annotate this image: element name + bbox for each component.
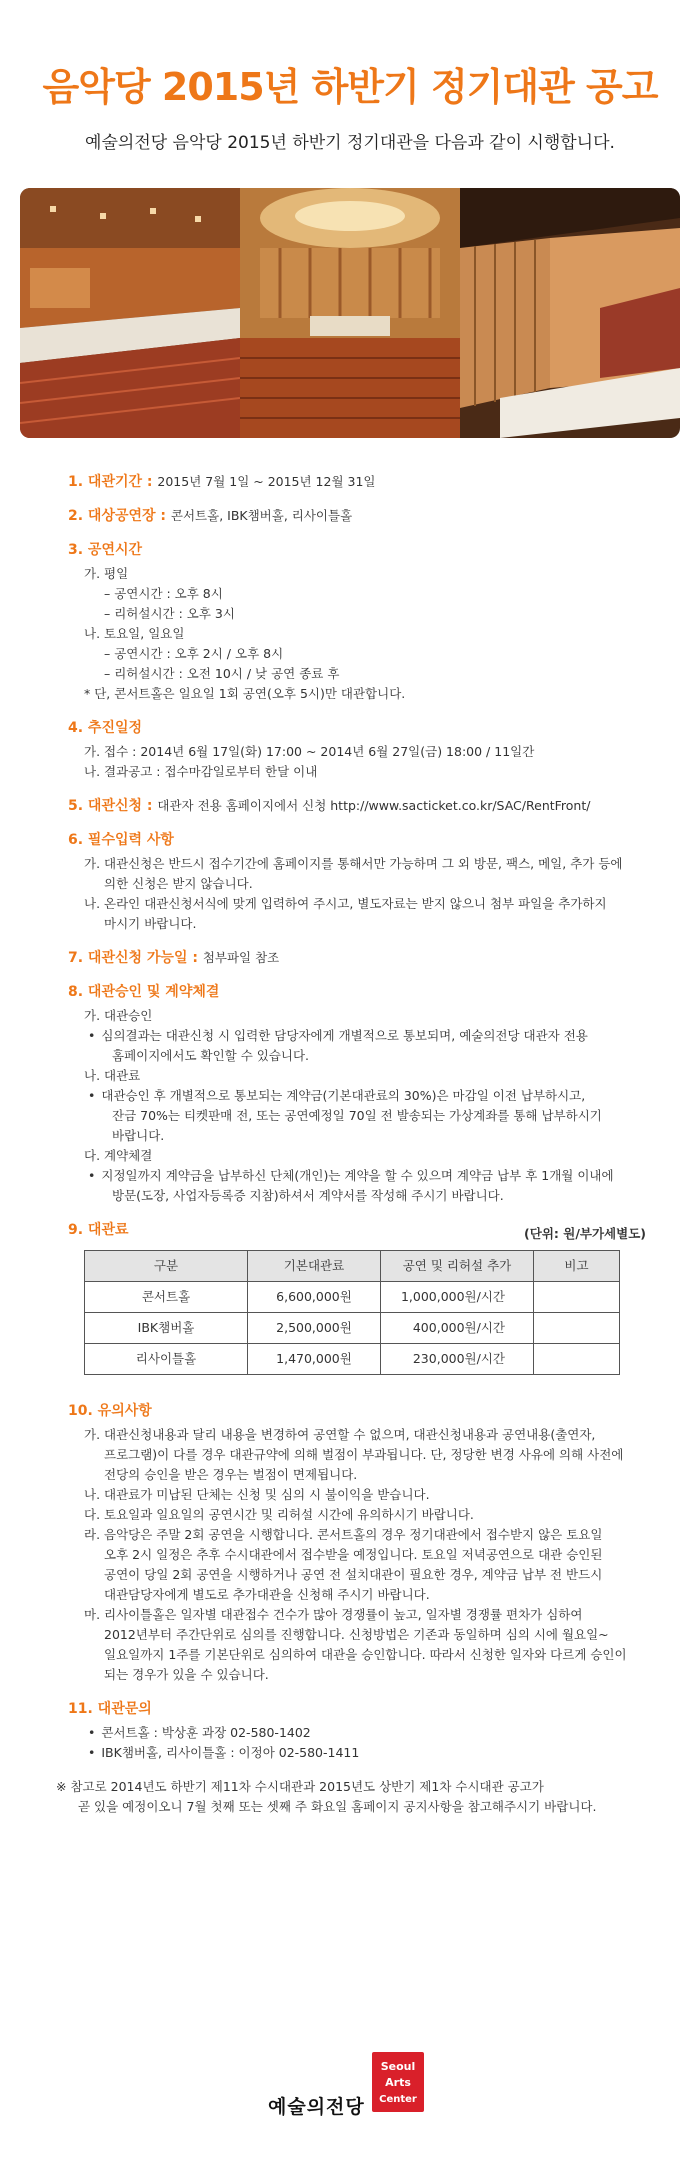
hall-photo-banner [20, 188, 680, 438]
section-title: 4. 추진일정 [68, 720, 143, 736]
section-value: 2015년 7월 1일 ~ 2015년 12월 31일 [157, 474, 376, 489]
table-row [85, 1344, 620, 1375]
section-title: 8. 대관승인 및 계약체결 [68, 984, 220, 1000]
table-cell: 400,000원/시간 [381, 1313, 534, 1344]
section-venues [68, 506, 668, 526]
section-title: 11. 대관문의 [68, 1701, 152, 1717]
text-line: 가. 대관신청내용과 달리 내용을 변경하여 공연할 수 없으며, 대관신청내용과 공연내용(출연자, [84, 1427, 596, 1442]
text-line: – 리허설시간 : 오전 10시 / 낮 공연 종료 후 [104, 666, 340, 681]
page-title: 음악당 2015년 하반기 정기대관 공고 [42, 65, 658, 109]
text-line: ※ 참고로 2014년도 하반기 제11차 수시대관과 2015년도 상반기 제1차 수시대관 공고가 [56, 1779, 544, 1794]
text-line: 마. 리사이틀홀은 일자별 대관접수 건수가 많아 경쟁률이 높고, 일자별 경쟁률 편차가 심하여 [84, 1607, 583, 1622]
text-line: 전당의 승인을 받은 경우는 벌점이 면제됩니다. [104, 1467, 358, 1482]
fee-table [84, 1250, 620, 1375]
bullet-item: • 대관승인 후 개별적으로 통보되는 계약금(기본대관료의 30%)은 마감일 이전 납부하시고, [68, 1086, 668, 1106]
table-cell: 콘서트홀 [85, 1282, 248, 1313]
section-period [68, 472, 668, 492]
column-header: 비고 [534, 1251, 620, 1282]
text-line: 다. 계약체결 [84, 1148, 153, 1163]
section-title: 9. 대관료 [68, 1222, 129, 1238]
table-cell: 2,500,000원 [248, 1313, 381, 1344]
section-title: 2. 대상공연장 : [68, 508, 167, 524]
text-line: 나. 대관료 [84, 1068, 141, 1083]
bullet-item: • 지정일까지 계약금을 납부하신 단체(개인)는 계약을 할 수 있으며 계약금 납부 후 1개월 이내에 [68, 1166, 668, 1186]
seoul-arts-center-logo [268, 2052, 438, 2122]
section-fees [68, 1220, 668, 1375]
table-cell [534, 1313, 620, 1344]
text-line: 의한 신청은 받지 않습니다. [104, 876, 253, 891]
svg-text:Arts: Arts [385, 2076, 411, 2089]
text-line: * 단, 콘서트홀은 일요일 1회 공연(오후 5시)만 대관합니다. [84, 686, 406, 701]
section-schedule [68, 718, 668, 782]
svg-text:Center: Center [379, 2094, 417, 2105]
column-header: 공연 및 리허설 추가 [381, 1251, 534, 1282]
section-required-input [68, 830, 668, 934]
fee-unit-label: (단위: 원/부가세별도) [524, 1226, 646, 1241]
text-line: 마시기 바랍니다. [104, 916, 197, 931]
text-line: 가. 평일 [84, 566, 129, 581]
text-line: 나. 결과공고 : 접수마감일로부터 한달 이내 [84, 764, 318, 779]
table-cell: 리사이틀홀 [85, 1344, 248, 1375]
section-title: 7. 대관신청 가능일 : [68, 950, 198, 966]
concert-hall-photo [20, 188, 240, 438]
text-line: 나. 온라인 대관신청서식에 맞게 입력하여 주시고, 별도자료는 받지 않으니 첨부 파일을 추가하지 [84, 896, 607, 911]
reference-note [56, 1777, 668, 1817]
page-subtitle: 예술의전당 음악당 2015년 하반기 정기대관을 다음과 같이 시행합니다. [85, 133, 615, 153]
section-application [68, 796, 668, 816]
section-available-dates [68, 948, 668, 968]
table-cell: 1,470,000원 [248, 1344, 381, 1375]
text-line: 일요일까지 1주를 기본단위로 심의하여 대관을 승인합니다. 따라서 신청한 일자와 다르게 승인이 [104, 1647, 627, 1662]
section-title: 10. 유의사항 [68, 1403, 152, 1419]
text-line: 되는 경우가 있을 수 있습니다. [104, 1667, 269, 1682]
section-approval-contract [68, 982, 668, 1206]
text-line: – 공연시간 : 오후 8시 [104, 586, 223, 601]
section-title: 1. 대관기간 : [68, 474, 153, 490]
text-line: – 리허설시간 : 오후 3시 [104, 606, 235, 621]
table-cell [534, 1282, 620, 1313]
text-line: 공연이 당일 2회 공연을 시행하거나 공연 전 설치대관이 필요한 경우, 계약금 납부 전 반드시 [104, 1567, 603, 1582]
section-performance-time [68, 540, 668, 704]
contact-item: • 콘서트홀 : 박상훈 과장 02-580-1402 [68, 1723, 668, 1743]
text-line: 가. 대관승인 [84, 1008, 153, 1023]
table-cell: 1,000,000원/시간 [381, 1282, 534, 1313]
svg-text:Seoul: Seoul [380, 2060, 416, 2073]
text-line: 잔금 70%는 티켓판매 전, 또는 공연예정일 70일 전 발송되는 가상계좌를 통해 납부하시기 [112, 1108, 602, 1123]
table-cell: IBK챔버홀 [85, 1313, 248, 1344]
text-line: – 공연시간 : 오후 2시 / 오후 8시 [104, 646, 284, 661]
section-title: 5. 대관신청 : [68, 798, 153, 814]
text-line: 2012년부터 주간단위로 심의를 진행합니다. 신청방법은 기존과 동일하며 심의 시에 월요일~ [104, 1627, 609, 1642]
notice-body [56, 472, 668, 1817]
bullet-item: • 심의결과는 대관신청 시 입력한 담당자에게 개별적으로 통보되며, 예술의전당 대관자 전용 [68, 1026, 668, 1046]
chamber-hall-photo [240, 188, 460, 438]
section-title: 6. 필수입력 사항 [68, 832, 174, 848]
text-line: 곧 있을 예정이오니 7월 첫째 또는 셋째 주 화요일 홈페이지 공지사항을 참고해주시기 바랍니다. [78, 1799, 597, 1814]
column-header: 기본대관료 [248, 1251, 381, 1282]
text-line: 다. 토요일과 일요일의 공연시간 및 리허설 시간에 유의하시기 바랍니다. [84, 1507, 474, 1522]
contact-item: • IBK챔버홀, 리사이틀홀 : 이정아 02-580-1411 [68, 1743, 668, 1763]
column-header: 구분 [85, 1251, 248, 1282]
table-cell: 230,000원/시간 [381, 1344, 534, 1375]
recital-hall-photo [460, 188, 680, 438]
section-notes [68, 1401, 668, 1685]
table-cell [534, 1344, 620, 1375]
text-line: 가. 대관신청은 반드시 접수기간에 홈페이지를 통해서만 가능하며 그 외 방문, 팩스, 메일, 추가 등에 [84, 856, 623, 871]
table-cell: 6,600,000원 [248, 1282, 381, 1313]
text-line: 오후 2시 일정은 추후 수시대관에서 접수받을 예정입니다. 토요일 저녁공연으로 대관 승인된 [104, 1547, 603, 1562]
text-line: 나. 토요일, 일요일 [84, 626, 185, 641]
section-value: 첨부파일 참조 [202, 950, 280, 965]
section-title: 3. 공연시간 [68, 542, 143, 558]
text-line: 대관담당자에게 별도로 추가대관을 신청해 주시기 바랍니다. [104, 1587, 430, 1602]
application-url-text: 대관자 전용 홈페이지에서 신청 http://www.sacticket.co.kr/SAC/RentFront/ [157, 798, 591, 813]
table-row [85, 1282, 620, 1313]
table-header-row [85, 1251, 620, 1282]
table-row [85, 1313, 620, 1344]
logo-wordmark: 예술의전당 [268, 2096, 365, 2118]
text-line: 바랍니다. [112, 1128, 165, 1143]
section-contact [68, 1699, 668, 1763]
text-line: 나. 대관료가 미납된 단체는 신청 및 심의 시 불이익을 받습니다. [84, 1487, 430, 1502]
text-line: 홈페이지에서도 확인할 수 있습니다. [112, 1048, 310, 1063]
text-line: 프로그램)이 다를 경우 대관규약에 의해 벌점이 부과됩니다. 단, 정당한 변경 사유에 의해 사전에 [104, 1447, 624, 1462]
text-line: 가. 접수 : 2014년 6월 17일(화) 17:00 ~ 2014년 6월 27일(금) 18:00 / 11일간 [84, 744, 535, 759]
logo-badge-icon [372, 2052, 424, 2112]
text-line: 방문(도장, 사업자등록증 지참)하셔서 계약서를 작성해 주시기 바랍니다. [112, 1188, 504, 1203]
text-line: 라. 음악당은 주말 2회 공연을 시행합니다. 콘서트홀의 경우 정기대관에서 접수받지 않은 토요일 [84, 1527, 603, 1542]
section-value: 콘서트홀, IBK챔버홀, 리사이틀홀 [170, 508, 353, 523]
